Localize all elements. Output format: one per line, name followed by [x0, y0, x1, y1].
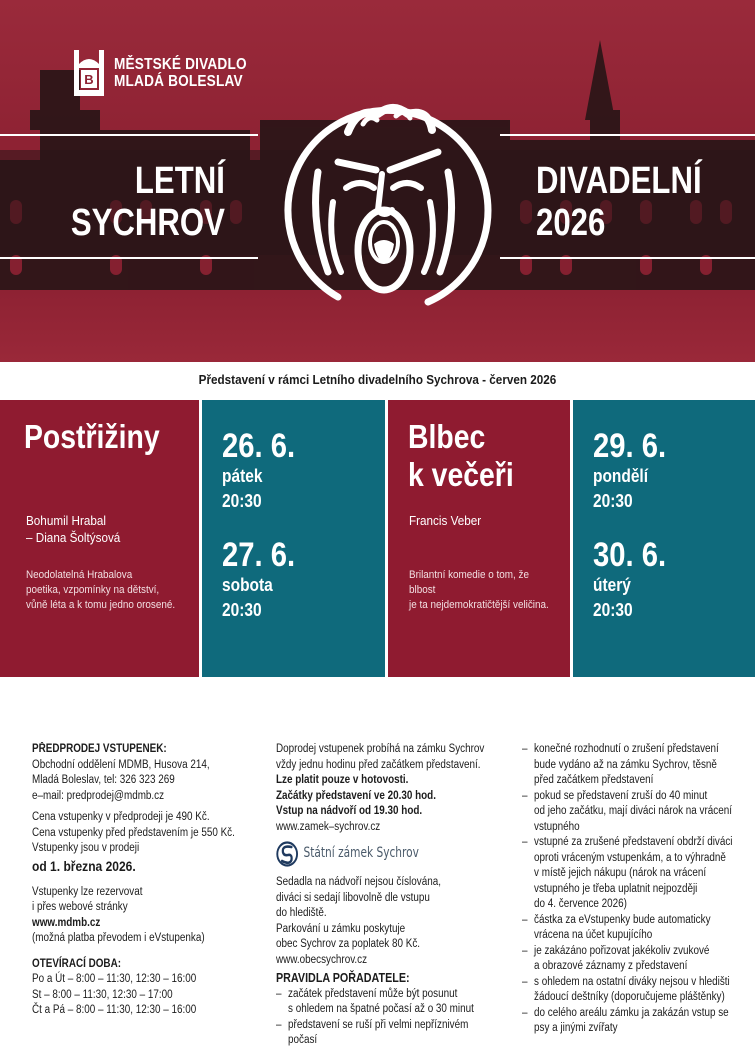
- show-title-line: k večeři: [408, 456, 514, 493]
- show-dates-postrizing: [202, 400, 385, 677]
- rule-line: bude vydáno až na zámku Sychrov, těsně: [534, 758, 717, 771]
- brand: [72, 50, 265, 96]
- rule-line: od jeho začátku, mají diváci nárok na vrácení: [534, 805, 732, 817]
- rule-line: v místě jejich nákupu (nárok na vrácení: [534, 867, 707, 879]
- rule-line: do 4. července 2026): [534, 898, 627, 910]
- author-line: – Diana Šoltýsová: [26, 530, 121, 545]
- brand-line-2: MLADÁ BOLESLAV: [114, 73, 243, 90]
- festival-title-left: [71, 160, 225, 244]
- start-time: 20:30: [222, 491, 262, 511]
- doprodej-line: vždy jednu hodinu před začátkem představení.: [276, 758, 481, 771]
- day-name: sobota: [222, 575, 273, 595]
- dash-bullet: –: [522, 975, 528, 988]
- author-line: Bohumil Hrabal: [26, 513, 106, 528]
- page-subtitle: Představení v rámci Letního divadelního Sychrova - červen 2026: [198, 372, 557, 387]
- performance-date: [593, 428, 678, 514]
- rule-line: konečné rozhodnutí o zrušení představení: [534, 743, 719, 755]
- castle-website-link[interactable]: www.zamek–sychrov.cz: [276, 820, 381, 833]
- rule-line: psy a jinými zvířaty: [534, 1022, 618, 1034]
- start-time: 20:30: [593, 600, 633, 620]
- statni-zamek-sychrov-logo-icon: [276, 841, 298, 867]
- start-time: 20:30: [222, 600, 262, 620]
- rule-item: [276, 1018, 478, 1049]
- show-card-blbec-k-veceri: [388, 400, 570, 677]
- rule-line: vstupného je třeba uplatnit nejpozději: [534, 882, 698, 895]
- divider-rule: [0, 257, 258, 259]
- day-name: pondělí: [593, 466, 649, 486]
- show-title: [24, 418, 160, 456]
- performance-date: [222, 428, 307, 514]
- show-title-line: Blbec: [408, 418, 486, 455]
- price-line: Cena vstupenky v předprodeji je 490 Kč.: [32, 811, 210, 823]
- presale-line: Mladá Boleslav, tel: 326 323 269: [32, 774, 175, 786]
- rule-item: [522, 789, 732, 836]
- performance-date: [593, 537, 678, 623]
- performance-date: [222, 537, 307, 623]
- date-value: 27. 6.: [222, 536, 296, 574]
- village-website-link[interactable]: www.obecsychrov.cz: [276, 953, 368, 966]
- rules-column: [522, 742, 755, 1037]
- seating-line: do hlediště.: [276, 907, 327, 919]
- seating-line: Sedadla na nádvoří nejsou číslována,: [276, 876, 441, 888]
- title-word-letni: LETNÍ: [134, 160, 225, 202]
- price-line: Cena vstupenky před představením je 550 Kč.: [32, 826, 235, 839]
- venue-info-column: [276, 742, 511, 1049]
- start-time: 20:30: [593, 491, 633, 511]
- reserve-line: Vstupenky lze rezervovat: [32, 885, 143, 898]
- show-author: [26, 512, 120, 546]
- hours-line: St – 8:00 – 11:30, 12:30 – 17:00: [32, 988, 173, 1001]
- hours-line: Čt a Pá – 8:00 – 11:30, 12:30 – 16:00: [32, 1004, 197, 1016]
- rule-line: pokud se představení zruší do 40 minut: [534, 789, 708, 802]
- dash-bullet: –: [522, 743, 528, 755]
- rule-line: s ohledem na ostatní diváky nejsou v hledišti: [534, 975, 730, 988]
- ticket-info-column: [32, 742, 267, 1019]
- dash-bullet: –: [522, 1006, 528, 1019]
- description-line: je ta nejdemokratičtější veličina.: [409, 599, 549, 611]
- rule-item: [522, 835, 733, 913]
- doprodej-line: Doprodej vstupenek probíhá na zámku Sychrov: [276, 743, 485, 755]
- castle-logo-text: Státní zámek Sychrov: [303, 845, 419, 862]
- show-description: [26, 568, 175, 613]
- rule-line: s ohledem na špatné počasí až o 30 minut: [288, 1003, 474, 1015]
- dash-bullet: –: [522, 913, 528, 926]
- presale-heading: PŘEDPRODEJ VSTUPENEK:: [32, 743, 167, 755]
- svg-text:B: B: [84, 72, 94, 87]
- rule-line: začátek představení může být posunut: [288, 987, 458, 1000]
- show-card-postrizing: [0, 400, 199, 677]
- rule-item: [522, 1006, 729, 1037]
- show-author: [409, 512, 481, 529]
- title-word-divadelni: DIVADELNÍ: [536, 160, 702, 202]
- theatre-mask-icon: [278, 92, 492, 324]
- description-line: Neodolatelná Hrabalova: [26, 569, 133, 581]
- parking-line: obec Sychrov za poplatek 80 Kč.: [276, 938, 421, 950]
- rule-item: [276, 987, 478, 1018]
- title-word-year: 2026: [536, 202, 606, 244]
- rule-line: částka za eVstupenky bude automaticky: [534, 913, 711, 926]
- hero-banner: [0, 0, 755, 362]
- mdmb-theatre-logo-icon: [72, 50, 106, 96]
- author-line: Francis Veber: [409, 513, 482, 528]
- show-grid: [0, 400, 755, 677]
- rule-line: představení se ruší při velmi nepříznivém: [288, 1018, 469, 1031]
- description-line: Brilantní komedie o tom, že blbost: [409, 569, 529, 596]
- description-line: poetika, vzpomínky na dětství,: [26, 584, 160, 596]
- seating-line: diváci si sedají libovolně dle vstupu: [276, 891, 430, 904]
- payment-rule: Lze platit pouze v hotovosti.: [276, 774, 409, 786]
- rule-line: do celého areálu zámku ja zakázán vstup se: [534, 1006, 729, 1019]
- show-dates-blbec-k-veceri: [573, 400, 755, 677]
- divider-rule: [500, 257, 755, 259]
- rule-line: před začátkem představení: [534, 774, 654, 786]
- date-value: 29. 6.: [593, 427, 667, 465]
- rule-line: počasí: [288, 1034, 318, 1046]
- rule-line: je zakázáno pořizovat jakékoliv zvukové: [534, 944, 710, 957]
- rule-line: vstupného: [534, 820, 580, 833]
- hours-line: Po a Út – 8:00 – 11:30, 12:30 – 16:00: [32, 973, 197, 985]
- price-line: Vstupenky jsou v prodeji: [32, 842, 140, 854]
- divider-rule: [0, 134, 258, 136]
- dash-bullet: –: [276, 987, 282, 1000]
- start-time-rule: Začátky představení ve 20.30 hod.: [276, 789, 436, 802]
- day-name: pátek: [222, 466, 263, 486]
- rule-line: vrácena na účet kupujícího: [534, 929, 653, 941]
- rule-item: [522, 975, 730, 1006]
- rule-line: a obrazové záznamy z představení: [534, 960, 688, 972]
- rule-line: vstupné za zrušené představení obdrží diváci: [534, 836, 733, 848]
- presale-line: Obchodní oddělení MDMB, Husova 214,: [32, 758, 210, 771]
- rules-heading: PRAVIDLA POŘADATELE:: [276, 971, 410, 985]
- rule-item: [522, 742, 722, 789]
- sale-start-date: od 1. března 2026.: [32, 857, 136, 874]
- divider-rule: [500, 134, 755, 136]
- show-title-line: Postřižiny: [24, 418, 160, 455]
- website-link[interactable]: www.mdmb.cz: [32, 916, 101, 929]
- brand-line-1: MĚSTSKÉ DIVADLO: [114, 56, 247, 73]
- festival-title-right: [536, 160, 702, 244]
- rule-item: [522, 913, 722, 944]
- dash-bullet: –: [276, 1018, 282, 1031]
- rule-item: [522, 944, 722, 975]
- day-name: úterý: [593, 575, 631, 595]
- dash-bullet: –: [522, 789, 528, 802]
- rule-line: oproti vráceným vstupenkám, a to výhradně: [534, 851, 726, 864]
- date-value: 26. 6.: [222, 427, 296, 465]
- hours-heading: OTEVÍRACÍ DOBA:: [32, 957, 122, 970]
- presale-email[interactable]: e–mail: predprodej@mdmb.cz: [32, 789, 165, 802]
- date-value: 30. 6.: [593, 536, 667, 574]
- show-title: [408, 418, 514, 494]
- parking-line: Parkování u zámku poskytuje: [276, 922, 406, 935]
- payment-note: (možná platba převodem i eVstupenka): [32, 932, 205, 944]
- statni-zamek-sychrov-logo: [276, 841, 478, 867]
- title-word-sychrov: SYCHROV: [70, 202, 225, 244]
- entry-time-rule: Vstup na nádvoří od 19.30 hod.: [276, 805, 423, 817]
- dash-bullet: –: [522, 836, 528, 848]
- dash-bullet: –: [522, 944, 528, 957]
- show-description: [409, 568, 554, 613]
- description-line: vůně léta a k tomu jedno orosené.: [26, 599, 176, 611]
- reserve-line: i přes webové stránky: [32, 901, 128, 913]
- rule-line: žádoucí deštníky (doporučujeme pláštěnky): [534, 991, 725, 1003]
